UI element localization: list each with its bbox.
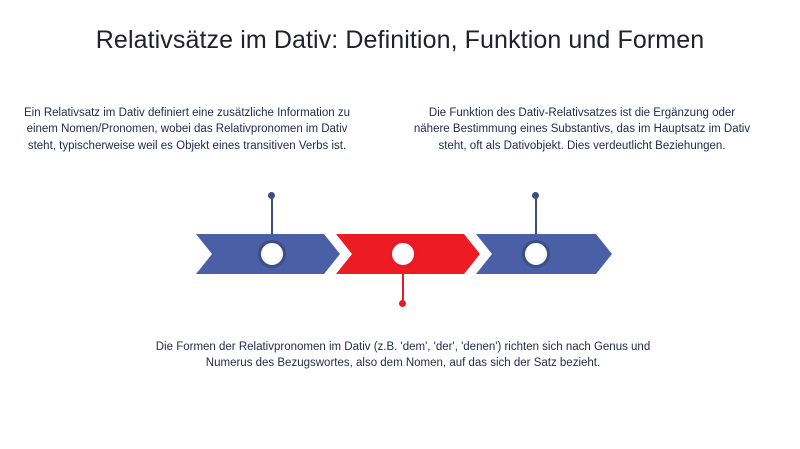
band-node-1[interactable]	[258, 240, 286, 268]
band-node-2[interactable]	[389, 240, 417, 268]
callout-funktion: Die Funktion des Dativ-Relativsatzes ist die Ergänzung oder nähere Bestimmung eines Substantivs, das im Hauptsatz im Dativ steht, oft als Dativobjekt. Dies verdeutlicht Beziehungen.	[413, 107, 751, 152]
callout-definition: Ein Relativsatz im Dativ definiert eine zusätzliche Information zu einem Nomen/Pronomen, wobei das Relativpronomen im Dativ steht, typischerweise weil es Objekt eines transitiven Verbs ist.	[24, 107, 350, 152]
band-node-3[interactable]	[522, 240, 550, 268]
connector-dot-formen	[399, 300, 406, 307]
page-title: Relativsätze im Dativ: Definition, Funktion und Formen	[95, 26, 705, 54]
callout-formen: Die Formen der Relativpronomen im Dativ (z.B. 'dem', 'der', 'denen') richten sich nach Genus und Numerus des Bezugswortes, also dem Nomen, auf das sich der Satz bezieht.	[155, 341, 651, 370]
